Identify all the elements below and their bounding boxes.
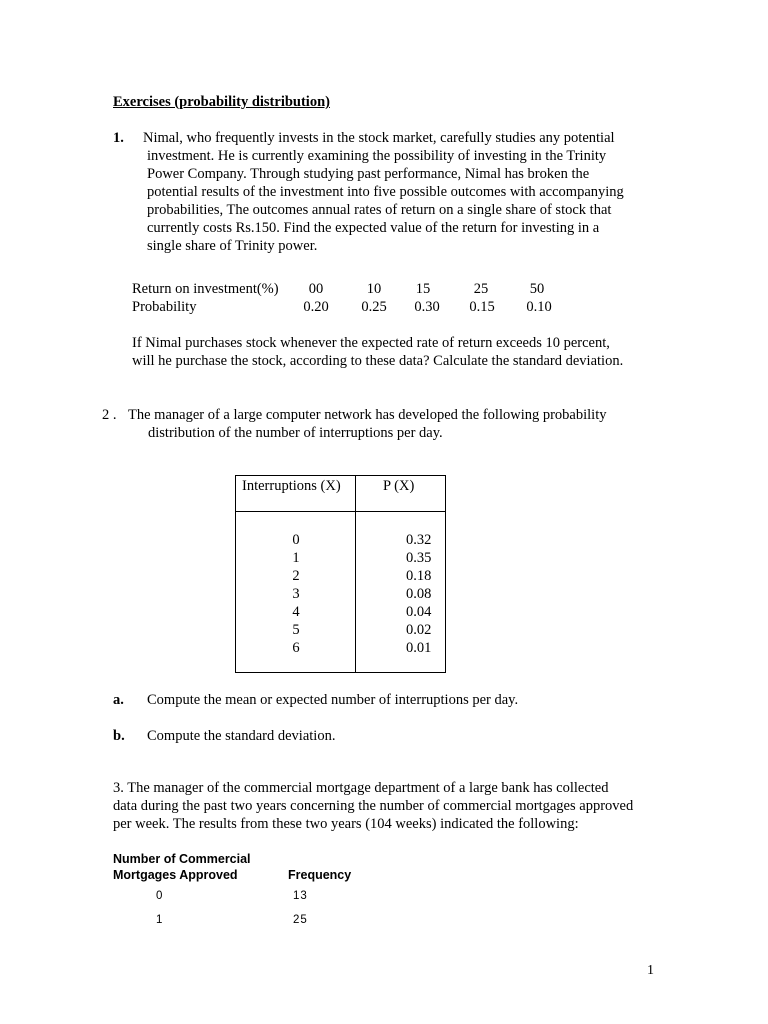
table-header-px: P (X) [383,478,415,494]
followup-line: will he purchase the stock, according to these data? Calculate the standard deviation. [132,353,624,369]
x-value: 0 [292,532,300,548]
question-1-line: currently costs Rs.150. Find the expected value of the return for investing in a [147,220,600,236]
page-title: Exercises (probability distribution) [113,94,330,110]
px-value: 0.18 [406,568,432,584]
part-b-text: Compute the standard deviation. [147,728,336,744]
return-value: 10 [366,281,382,297]
return-value: 50 [529,281,545,297]
px-value: 0.32 [406,532,432,548]
x-value: 4 [292,604,300,620]
question-3-line: data during the past two years concerning the number of commercial mortgages approved [113,798,634,814]
px-value: 0.08 [406,586,432,602]
x-value: 2 [292,568,300,584]
question-2-line: The manager of a large computer network has developed the following probability [128,407,607,423]
probability-value: 0.10 [526,299,552,315]
header-line: Number of Commercial [113,852,251,866]
px-value: 0.02 [406,622,432,638]
header-line: Mortgages Approved [113,868,238,882]
page-number: 1 [647,963,654,978]
x-value: 5 [292,622,300,638]
part-a-label: a. [113,692,124,708]
question-1-line: Power Company. Through studying past performance, Nimal has broken the [147,166,590,182]
return-row-label: Return on investment(%) [132,281,279,297]
question-1-text [143,129,657,255]
frequency-value: 13 [293,890,308,902]
question-1-line: investment. He is currently examining the possibility of investing in the Trinity [147,148,607,164]
px-value: 0.01 [406,640,432,656]
table-header-x: Interruptions (X) [242,478,341,494]
x-value: 6 [292,640,300,656]
x-column [286,531,306,657]
question-3-text [113,779,633,833]
interruptions-table [235,475,446,673]
frequency-column-header: Frequency [288,868,352,882]
question-2-number: 2 . [102,407,117,423]
part-a-text: Compute the mean or expected number of interruptions per day. [147,692,519,708]
px-value: 0.04 [406,604,432,620]
frequency-value: 25 [293,914,308,926]
mortgages-value: 1 [156,914,163,926]
question-2-line: distribution of the number of interruptions per day. [148,425,443,441]
x-value: 3 [292,586,300,602]
table-divider [236,511,445,512]
question-1-line: Nimal, who frequently invests in the stock market, carefully studies any potential [143,130,615,146]
px-column [406,531,431,657]
return-value: 15 [415,281,431,297]
probability-value: 0.20 [303,299,329,315]
probability-value: 0.30 [414,299,440,315]
mortgages-value: 0 [156,890,163,902]
question-2-text [128,406,606,442]
return-value: 00 [308,281,324,297]
probability-row-label: Probability [132,299,197,315]
question-1-line: probabilities, The outcomes annual rates of return on a single share of stock that [147,202,612,218]
question-1-followup [132,334,623,370]
probability-value: 0.15 [469,299,495,315]
x-value: 1 [292,550,300,566]
probability-row [132,298,196,316]
question-1-number: 1. [113,130,124,146]
px-value: 0.35 [406,550,432,566]
mortgages-column-header [113,851,251,883]
question-3-line: 3. The manager of the commercial mortgage department of a large bank has collected [113,780,609,796]
return-row [132,280,279,298]
part-b-label: b. [113,728,125,744]
question-3-line: per week. The results from these two years (104 weeks) indicated the following: [113,816,579,832]
return-value: 25 [473,281,489,297]
table-divider [355,476,356,672]
question-1-line: potential results of the investment into five possible outcomes with accompanying [147,184,624,200]
question-1-line: single share of Trinity power. [147,238,318,254]
probability-value: 0.25 [361,299,387,315]
followup-line: If Nimal purchases stock whenever the expected rate of return exceeds 10 percent, [132,335,610,351]
